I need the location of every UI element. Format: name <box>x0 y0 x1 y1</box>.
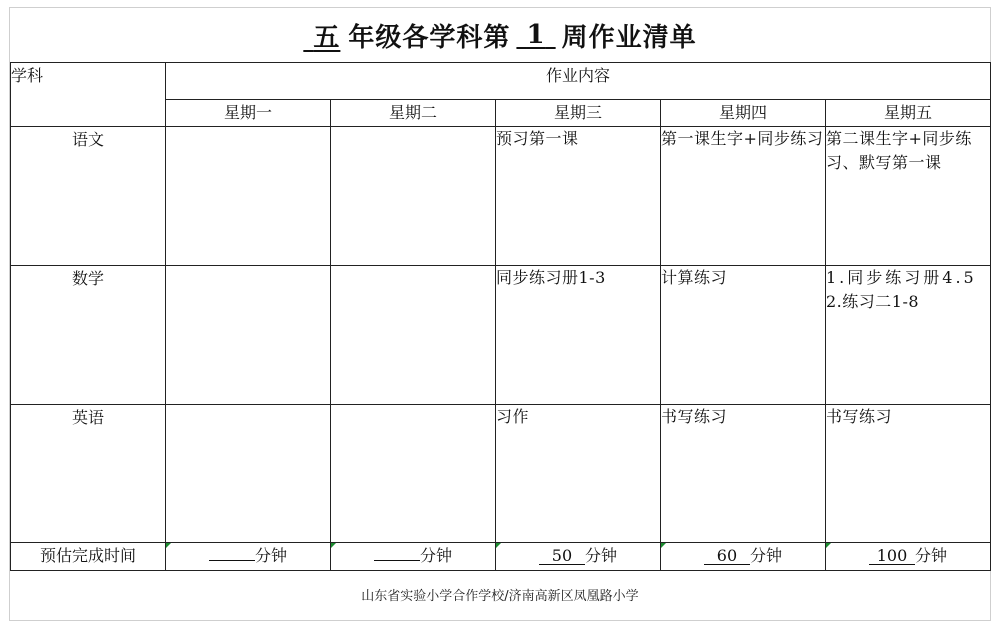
time-unit: 分钟 <box>254 546 287 565</box>
subject-chinese: 语文 <box>11 127 166 266</box>
day-header-fri: 星期五 <box>826 100 991 127</box>
title-middle: 年级各学科第 <box>348 22 511 53</box>
cell-marker-icon <box>661 543 666 548</box>
cell-english-thu: 书写练习 <box>661 405 826 543</box>
cell-math-tue <box>331 266 496 405</box>
cell-english-fri: 书写练习 <box>826 405 991 543</box>
title-week: 1 <box>526 20 546 50</box>
cell-math-thu: 计算练习 <box>661 266 826 405</box>
time-unit: 分钟 <box>419 546 452 565</box>
time-wed <box>496 543 661 571</box>
page-title <box>10 8 990 62</box>
title-suffix: 周作业清单 <box>561 22 697 53</box>
time-tue <box>331 543 496 571</box>
cell-chinese-fri: 第二课生字+同步练习、默写第一课 <box>826 127 991 266</box>
time-value-tue <box>374 560 420 561</box>
cell-chinese-mon <box>166 127 331 266</box>
cell-math-fri <box>826 266 991 405</box>
cell-marker-icon <box>331 543 336 548</box>
cell-math-mon <box>166 266 331 405</box>
time-thu <box>661 543 826 571</box>
time-unit: 分钟 <box>584 546 617 565</box>
cell-marker-icon <box>166 543 171 548</box>
time-value-wed: 50 <box>539 547 585 565</box>
title-grade: 五 <box>313 22 341 53</box>
time-value-mon <box>209 560 255 561</box>
math-fri-line-2: 2.练习二1-8 <box>826 292 920 311</box>
cell-english-mon <box>166 405 331 543</box>
content-header: 作业内容 <box>166 63 991 100</box>
cell-chinese-thu: 第一课生字+同步练习 <box>661 127 826 266</box>
time-unit: 分钟 <box>915 546 948 565</box>
day-header-thu: 星期四 <box>661 100 826 127</box>
day-header-mon: 星期一 <box>166 100 331 127</box>
day-header-tue: 星期二 <box>331 100 496 127</box>
time-label: 预估完成时间 <box>11 543 166 571</box>
subject-english: 英语 <box>11 405 166 543</box>
time-unit: 分钟 <box>749 546 782 565</box>
school-footer: 山东省实验小学合作学校/济南高新区凤凰路小学 <box>361 588 639 604</box>
table-row-math <box>11 266 991 405</box>
time-fri <box>826 543 991 571</box>
time-mon <box>166 543 331 571</box>
table-row-time <box>11 543 991 571</box>
subject-math: 数学 <box>11 266 166 405</box>
homework-table <box>10 62 991 571</box>
time-value-fri: 100 <box>869 547 915 565</box>
cell-marker-icon <box>826 543 831 548</box>
cell-english-tue <box>331 405 496 543</box>
table-row-english <box>11 405 991 543</box>
subject-header: 学科 <box>11 63 166 127</box>
cell-marker-icon <box>496 543 501 548</box>
day-header-wed: 星期三 <box>496 100 661 127</box>
cell-english-wed: 习作 <box>496 405 661 543</box>
time-value-thu: 60 <box>704 547 750 565</box>
cell-math-wed: 同步练习册1-3 <box>496 266 661 405</box>
cell-chinese-tue <box>331 127 496 266</box>
math-fri-line-1: 1.同步练习册4.5 <box>826 268 977 287</box>
cell-chinese-wed: 预习第一课 <box>496 127 661 266</box>
table-row-chinese <box>11 127 991 266</box>
